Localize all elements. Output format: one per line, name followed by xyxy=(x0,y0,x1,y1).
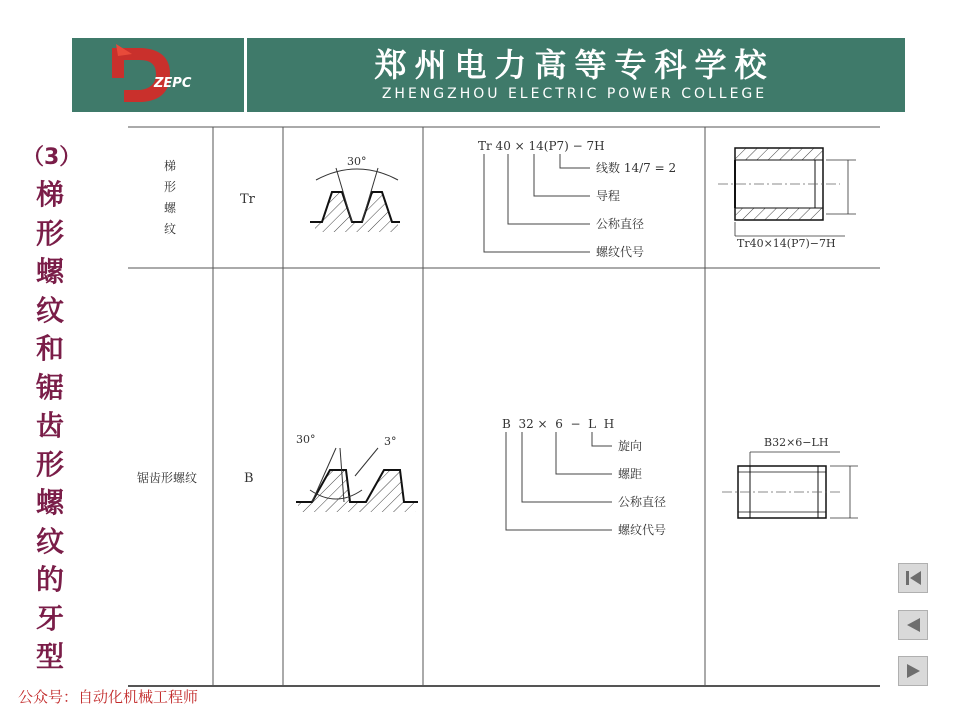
next-page-icon xyxy=(899,657,927,685)
row2-callout: 公称直径 xyxy=(618,495,667,509)
row2-name: 锯齿形螺纹 xyxy=(137,471,198,485)
logo-text: ZEPC xyxy=(154,76,192,91)
row1-designation-text: Tr 40 × 14(P7) − 7H xyxy=(478,139,605,153)
first-page-icon xyxy=(899,564,927,592)
first-page-button[interactable] xyxy=(898,563,928,593)
row1-name-char: 纹 xyxy=(164,222,177,236)
row2-designation xyxy=(502,417,666,537)
title-char: 纹 xyxy=(35,293,64,327)
title-char: 形 xyxy=(35,216,64,250)
footer-note: 公众号：自动化机械工程师 xyxy=(18,688,199,706)
title-char: 和 xyxy=(35,332,64,365)
row2-thread-drawing-icon xyxy=(722,436,858,518)
row1-callout: 公称直径 xyxy=(596,217,645,231)
row1-name-char: 螺 xyxy=(164,201,177,215)
row1-name-char: 形 xyxy=(164,180,177,194)
title-char: 梯 xyxy=(35,178,64,211)
row1-name-char: 梯 xyxy=(164,159,177,173)
row1-name xyxy=(164,158,177,236)
prev-page-button[interactable] xyxy=(898,610,928,640)
row2-drawing-label: B32×6−LH xyxy=(764,436,829,449)
row1-thread-drawing-icon xyxy=(718,148,856,250)
row2-code: B xyxy=(244,471,254,486)
buttress-profile-icon xyxy=(296,433,418,512)
row2-angle-left: 30° xyxy=(296,433,316,446)
trapezoid-profile-icon xyxy=(310,155,400,232)
row2-callout: 螺纹代号 xyxy=(618,523,667,537)
row1-code: Tr xyxy=(240,192,255,207)
row2-angle-right: 3° xyxy=(384,435,397,448)
row1-angle-label: 30° xyxy=(347,155,367,168)
title-char: 螺 xyxy=(35,255,64,288)
title-char: 纹 xyxy=(35,524,64,558)
row1-callout: 螺纹代号 xyxy=(596,245,645,259)
school-name-en: ZHENGZHOU ELECTRIC POWER COLLEGE xyxy=(381,86,768,102)
row1-drawing-label: Tr40×14(P7)−7H xyxy=(737,237,836,250)
row2-callout: 螺距 xyxy=(618,467,643,481)
prev-page-icon xyxy=(899,611,927,639)
next-page-button[interactable] xyxy=(898,656,928,686)
title-char: 锯 xyxy=(35,370,64,404)
school-name-cn: 郑州电力高等专科学校 xyxy=(374,46,775,84)
title-char: 齿 xyxy=(35,409,64,442)
row1-designation xyxy=(478,139,676,259)
row1-callout: 导程 xyxy=(596,189,621,203)
title-char: 型 xyxy=(35,640,64,673)
title-char: 牙 xyxy=(35,601,64,635)
row2-callout: 旋向 xyxy=(618,439,643,453)
title-char: 的 xyxy=(35,563,64,596)
title-char: 螺 xyxy=(35,486,64,519)
row2-designation-text: B 32 × 6 − L H xyxy=(502,417,615,431)
row1-callout: 线数 14/7 = 2 xyxy=(596,161,677,175)
section-number: （3） xyxy=(22,145,82,170)
title-char: 形 xyxy=(35,447,64,481)
